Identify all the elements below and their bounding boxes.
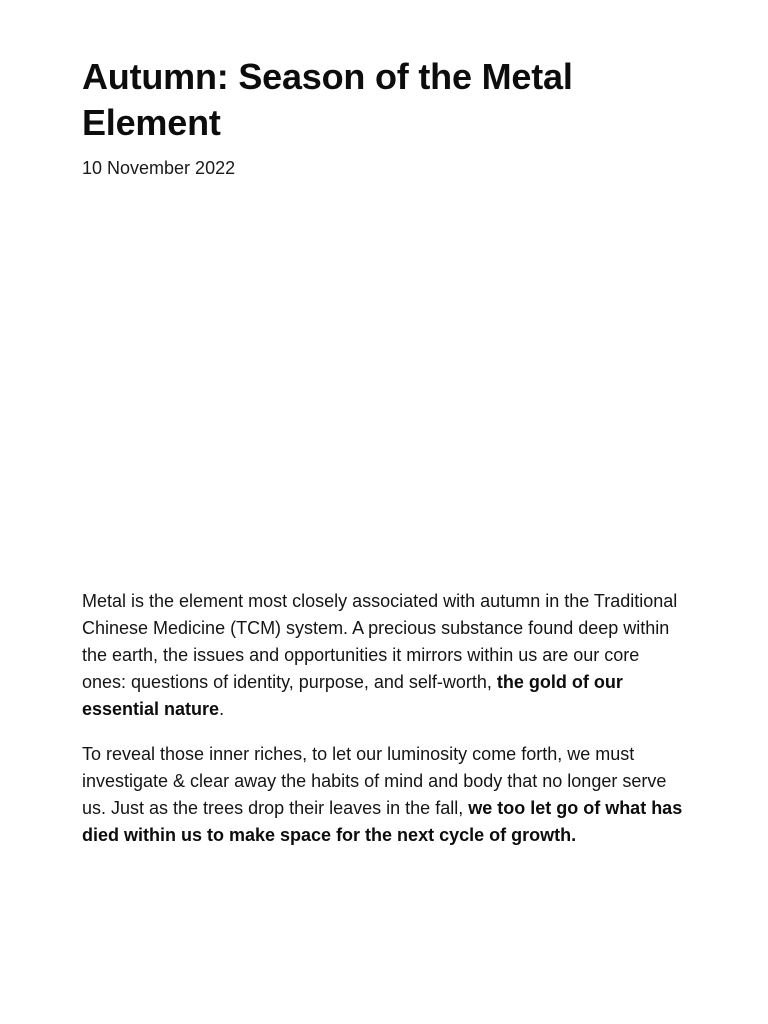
page-title: Autumn: Season of the Metal Element <box>82 56 573 143</box>
paragraph-1-bold: the gold of our essential nature <box>82 672 623 719</box>
paragraph-1-after: . <box>219 699 225 719</box>
publish-date: 10 November 2022 <box>82 158 236 178</box>
featured-image-placeholder <box>82 180 686 588</box>
paragraph-2-text: To reveal those inner riches, to let our luminosity come forth, we must investigate & clear away the habits of mind and body that no longer serve us. Just as the trees drop their leaves in the fall, <box>82 744 667 818</box>
paragraph-1-text: Metal is the element most closely associated with autumn in the Traditional Chinese Medicine (TCM) system. A precious substance found deep within the earth, the issues and opportunities it mirrors within us are our core ones: questions of identity, purpose, and self-worth, <box>82 591 678 692</box>
paragraph-2 <box>82 741 686 849</box>
paragraph-1 <box>82 588 686 723</box>
paragraph-2-bold: we too let go of what has died within us to make space for the next cycle of growth. <box>82 798 683 845</box>
article <box>82 0 686 867</box>
